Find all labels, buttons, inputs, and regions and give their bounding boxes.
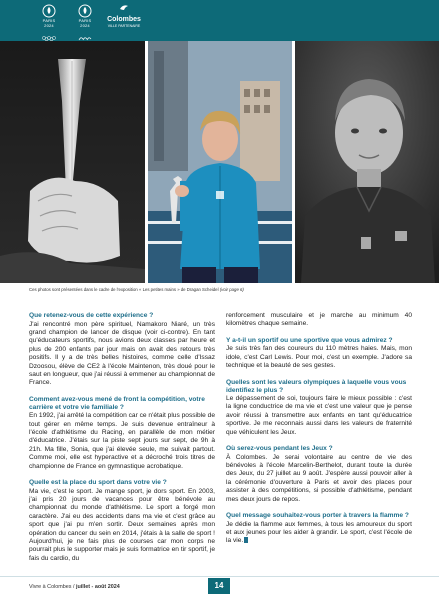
footer-publication — [29, 584, 120, 590]
paralympic-logo-text: PARIS 2024 — [78, 18, 92, 28]
paralympic-flame-icon — [78, 4, 92, 18]
end-of-article-icon — [244, 537, 248, 543]
qa-block — [226, 512, 412, 546]
qa-block — [226, 379, 412, 438]
qa-block — [226, 445, 412, 504]
answer-final — [226, 521, 412, 546]
photo-caption — [29, 287, 419, 293]
page-number: 14 — [208, 578, 230, 594]
answer: Je suis très fan des coureurs du 110 mètres haies. Mais, mon idole, c'est Carl Lewis. Pour moi, c'est un exemple. J'adore sa technique et la beauté de ses gestes. — [226, 345, 412, 370]
header-band — [0, 0, 439, 41]
dove-icon — [119, 4, 129, 12]
photo-torch — [0, 41, 145, 283]
right-column — [226, 312, 412, 554]
answer: Je dédie la flamme aux femmes, à tous les amoureux du sport et aux jeunes pour les aider à grandir. Le sport, c'est l'école de la vie. — [226, 520, 412, 545]
colombes-logo — [106, 4, 142, 36]
question: Y a-t-il un sportif ou une sportive que vous admirez ? — [226, 336, 393, 344]
caption-text: Ces photos sont présentées dans le cadre de l'exposition « Les petites mains » de Dragan Scheidel — [29, 287, 219, 292]
answer: Ma vie, c'est le sport. Je mange sport, je dors sport. En 2003, j'ai pris 20 jours de vacances pour être bénévole au championnat du monde d'athlétisme. Le sport a forgé mon caractère. J'ai eu des accidents dans ma vie et c'est grâce au sport que j'ai pu m'en sortir. Deux semaines après mon opération du cancer du sein en 2014, j'étais à la salle de sport ! Aujourd'hui, je ne fais plus de courses car mon corps ne pourrait plus le supporter mais je suis formatrice en tir sportif, je fais du cardio, du — [29, 487, 215, 562]
paris-2024-paralympic-logo — [74, 4, 96, 36]
qa-block — [226, 337, 412, 371]
qa-block — [226, 312, 412, 329]
question: Que retenez-vous de cette expérience ? — [29, 312, 154, 319]
qa-block — [29, 312, 215, 388]
caption-suffix: (voir page 6) — [219, 287, 244, 292]
photo-portrait-bw — [295, 41, 439, 283]
question: Quel message souhaitez-vous porter à travers la flamme ? — [226, 512, 409, 519]
qa-block — [29, 479, 215, 563]
colombes-brand: Colombes — [107, 16, 141, 23]
answer: Le dépassement de soi, toujours faire le mieux possible : c'est la ligne conductrice de ma vie et c'est une valeur que je pense avoir réussi à transmettre aux enfants en tant qu'éducatrice sportive. Je me reconnais aussi dans les valeurs de fraternité que véhiculent les Jeux. — [226, 395, 412, 436]
footer-divider — [0, 576, 439, 577]
answer: À Colombes. Je serai volontaire au centre de vie des bénévoles à l'école Marcelin-Berthelot, durant toute la durée des Jeux, du 27 juillet au 9 août. J'espère aussi pouvoir aller à la cérémonie d'ouverture à Paris et avoir des places pour assister à des compétitions, si possible d'athlétisme, pendant mes deux jours de repos. — [226, 453, 412, 503]
question: Où serez-vous pendant les Jeux ? — [226, 445, 333, 453]
question: Quelle est la place du sport dans votre vie ? — [29, 479, 167, 487]
colombes-tagline: VILLE PARTENAIRE — [107, 24, 141, 28]
answer-continued: renforcement musculaire et je marche au minimum 40 kilomètres chaque semaine. — [226, 312, 412, 328]
footer-title: Vivre à Colombes / — [29, 584, 75, 590]
footer-issue: juillet - août 2024 — [75, 584, 120, 590]
left-column — [29, 312, 215, 571]
olympic-logo-text: PARIS 2024 — [42, 18, 56, 28]
paris-2024-olympic-logo — [38, 4, 60, 36]
olympic-flame-icon — [42, 4, 56, 18]
answer: En 1992, j'ai arrêté la compétition car ce n'était plus possible de tout gérer en même temps. Je suis devenue entraîneur à l'école d'athlétisme du Racing, en parallèle de mon métier d'éducatrice. J'étais sur la piste sept jours sur sept, de 9h à 21h. Ma fille, Sonia, que j'ai élevée seule, me suivait partout. Comme moi, elle est hyperactive et a décroché trois titres de championne de France en gymnastique acrobatique. — [29, 412, 215, 470]
question: Comment avez-vous mené de front la compétition, votre carrière et votre vie familiale ? — [29, 395, 205, 411]
answer: J'ai rencontré mon père spirituel, Namakoro Niaré, un très grand champion de lancer de disque (voir ci-contre). En tant qu'éducateurs sportifs, nous avions deux classes par heure et plus de 200 enfants par jour mais on avait des retours très positifs. Il y a de très belles histoires, comme celle d'Issaz Dzoosou, élève de CE2 à l'école Maintenon, très doué pour le saut en longueur, que j'ai réussi à emmener au championnat de France. — [29, 320, 215, 387]
question: Quelles sont les valeurs olympiques à laquelle vous vous identifiez le plus ? — [226, 378, 407, 394]
photo-woman-with-torch — [148, 41, 292, 283]
qa-block — [29, 396, 215, 471]
